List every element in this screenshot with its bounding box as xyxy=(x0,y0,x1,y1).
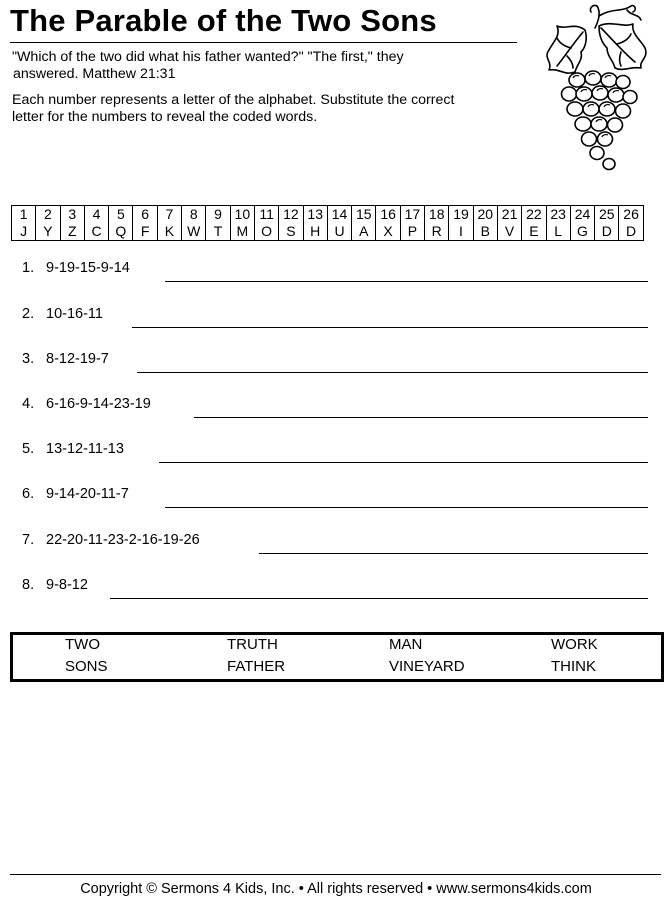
word-bank-item: TWO xyxy=(65,636,100,653)
cipher-letter-cell: A xyxy=(352,223,376,241)
cipher-letter-cell: H xyxy=(303,223,327,241)
puzzle-item xyxy=(22,438,124,460)
grapes-icon xyxy=(527,2,652,177)
cipher-number-cell: 25 xyxy=(595,206,619,224)
cipher-number-cell: 5 xyxy=(109,206,133,224)
cipher-number-cell: 14 xyxy=(327,206,351,224)
cipher-letter-cell: Q xyxy=(109,223,133,241)
word-bank-item: VINEYARD xyxy=(389,658,465,675)
puzzle-number: 5. xyxy=(22,441,35,457)
puzzle-item xyxy=(22,257,130,279)
cipher-number-cell: 26 xyxy=(619,206,643,224)
cipher-letter-cell: U xyxy=(327,223,351,241)
word-bank-item: WORK xyxy=(551,636,598,653)
footer-divider xyxy=(10,874,661,875)
cipher-number-cell: 2 xyxy=(36,206,60,224)
cipher-letter-cell: Z xyxy=(60,223,84,241)
cipher-letter-row xyxy=(12,223,644,241)
cipher-letter-cell: L xyxy=(546,223,570,241)
answer-line[interactable] xyxy=(259,553,648,554)
cipher-letter-cell: O xyxy=(254,223,278,241)
answer-line[interactable] xyxy=(137,372,648,373)
puzzle-code: 9-19-15-9-14 xyxy=(46,260,130,276)
cipher-number-cell: 24 xyxy=(570,206,594,224)
answer-line[interactable] xyxy=(110,598,648,599)
instructions-text xyxy=(12,92,512,126)
puzzle-item xyxy=(22,393,151,415)
puzzle-number: 4. xyxy=(22,396,35,412)
puzzle-number: 8. xyxy=(22,577,35,593)
verse-line-2: answered. Matthew 21:31 xyxy=(13,66,176,82)
cipher-letter-cell: D xyxy=(595,223,619,241)
cipher-letter-cell: J xyxy=(12,223,36,241)
word-bank-item: FATHER xyxy=(227,658,286,675)
answer-line[interactable] xyxy=(132,327,648,328)
word-bank-item: MAN xyxy=(389,636,423,653)
cipher-number-cell: 19 xyxy=(449,206,473,224)
cipher-letter-cell: M xyxy=(230,223,254,241)
puzzle-code: 6-16-9-14-23-19 xyxy=(46,396,151,412)
puzzle-code: 8-12-19-7 xyxy=(46,351,109,367)
cipher-number-cell: 4 xyxy=(84,206,108,224)
cipher-number-cell: 1 xyxy=(12,206,36,224)
puzzle-number: 2. xyxy=(22,306,35,322)
cipher-letter-cell: C xyxy=(84,223,108,241)
cipher-letter-cell: X xyxy=(376,223,400,241)
puzzle-code: 9-8-12 xyxy=(46,577,88,593)
cipher-number-cell: 12 xyxy=(279,206,303,224)
answer-line[interactable] xyxy=(165,281,648,282)
cipher-letter-cell: F xyxy=(133,223,157,241)
cipher-number-cell: 8 xyxy=(182,206,206,224)
puzzle-number: 1. xyxy=(22,260,35,276)
answer-line[interactable] xyxy=(194,417,648,418)
cipher-number-cell: 20 xyxy=(473,206,497,224)
puzzle-code: 13-12-11-13 xyxy=(46,441,124,457)
verse-text xyxy=(12,49,512,83)
cipher-number-cell: 10 xyxy=(230,206,254,224)
cipher-number-cell: 3 xyxy=(60,206,84,224)
cipher-number-cell: 6 xyxy=(133,206,157,224)
cipher-number-cell: 23 xyxy=(546,206,570,224)
verse-line-1: "Which of the two did what his father wanted?" "The first," they xyxy=(12,49,404,65)
puzzle-number: 3. xyxy=(22,351,35,367)
cipher-number-cell: 15 xyxy=(352,206,376,224)
cipher-letter-cell: B xyxy=(473,223,497,241)
cipher-letter-cell: V xyxy=(497,223,521,241)
instructions-line-2: letter for the numbers to reveal the coded words. xyxy=(12,109,318,125)
puzzle-code: 9-14-20-11-7 xyxy=(46,486,129,502)
puzzle-code: 10-16-11 xyxy=(46,306,103,322)
cipher-key-table xyxy=(11,205,644,241)
cipher-letter-cell: W xyxy=(182,223,206,241)
cipher-number-cell: 21 xyxy=(497,206,521,224)
puzzle-number: 7. xyxy=(22,532,35,548)
cipher-letter-cell: T xyxy=(206,223,230,241)
title-divider xyxy=(10,42,517,43)
copyright-footer: Copyright © Sermons 4 Kids, Inc. • All rights reserved • www.sermons4kids.com xyxy=(80,881,592,897)
word-bank-item: SONS xyxy=(65,658,108,675)
cipher-number-cell: 9 xyxy=(206,206,230,224)
cipher-letter-cell: I xyxy=(449,223,473,241)
cipher-letter-cell: K xyxy=(157,223,181,241)
puzzle-item xyxy=(22,348,109,370)
puzzle-number: 6. xyxy=(22,486,35,502)
cipher-number-cell: 7 xyxy=(157,206,181,224)
instructions-line-1: Each number represents a letter of the alphabet. Substitute the correct xyxy=(12,92,455,108)
cipher-letter-cell: E xyxy=(522,223,546,241)
cipher-number-cell: 13 xyxy=(303,206,327,224)
puzzle-item xyxy=(22,483,129,505)
puzzle-code: 22-20-11-23-2-16-19-26 xyxy=(46,532,200,548)
cipher-number-cell: 17 xyxy=(400,206,424,224)
cipher-letter-cell: P xyxy=(400,223,424,241)
word-bank xyxy=(10,632,664,682)
cipher-number-cell: 18 xyxy=(425,206,449,224)
word-bank-item: TRUTH xyxy=(227,636,278,653)
page-title: The Parable of the Two Sons xyxy=(10,3,437,38)
cipher-number-cell: 22 xyxy=(522,206,546,224)
puzzle-item xyxy=(22,303,103,325)
answer-line[interactable] xyxy=(165,507,648,508)
cipher-number-cell: 16 xyxy=(376,206,400,224)
answer-line[interactable] xyxy=(159,462,648,463)
cipher-number-row xyxy=(12,206,644,224)
cipher-letter-cell: S xyxy=(279,223,303,241)
puzzle-item xyxy=(22,529,200,551)
cipher-letter-cell: R xyxy=(425,223,449,241)
word-bank-item: THINK xyxy=(551,658,596,675)
cipher-letter-cell: D xyxy=(619,223,643,241)
cipher-letter-cell: G xyxy=(570,223,594,241)
cipher-number-cell: 11 xyxy=(254,206,278,224)
puzzle-item xyxy=(22,574,88,596)
cipher-letter-cell: Y xyxy=(36,223,60,241)
